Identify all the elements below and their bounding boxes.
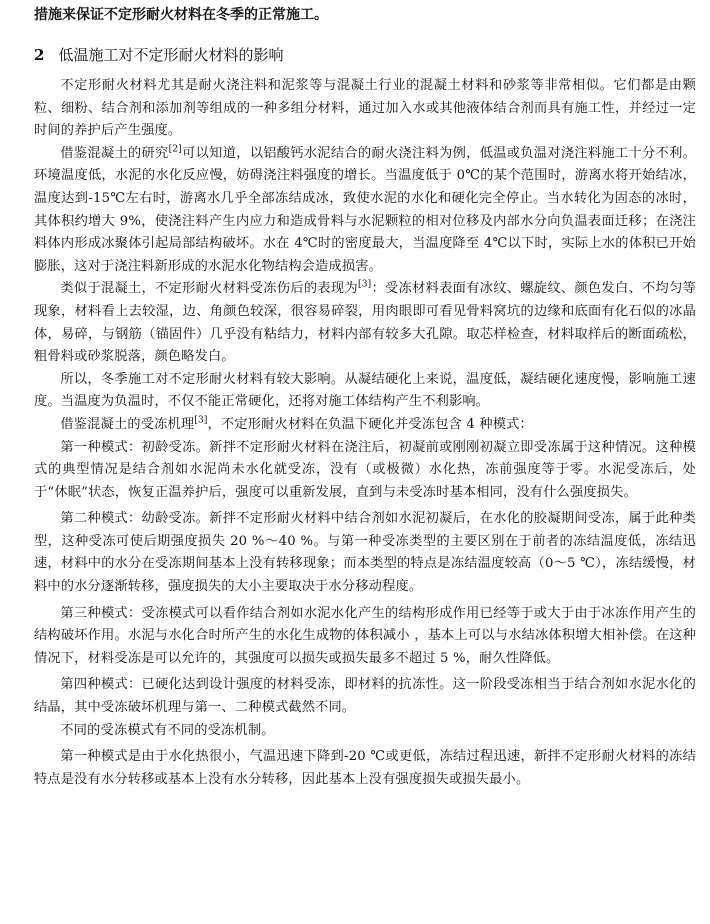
paragraph-1: 不定形耐火材料尤其是耐火浇注料和泥浆等与混凝土行业的混凝土材料和砂浆等非常相似。它们都是由颗粒、细粉、结合剂和添加剂等组成的一种多组分材料，通过加入水或其他液体结合剂而具有施工性，并经过一定时间的养护后产生强度。 (34, 78, 696, 139)
paragraph-2-body: 可以知道，以铝酸钙水泥结合的耐火浇注料为例，低温或负温对浇注料施工十分不利。环境温度低，水泥的水化反应慢，妨碍浇注料强度的增长。当温度低于 0℃的某个范围时，游离水将开始结冰，温度达到-15℃左右时，游离水几乎全部冻结成冰，致使水泥的水化和硬化完全停止。当水转化为固态的冰时，其体积约增大 9%，使浇注料产生内应力和造成骨料与水泥颗粒的相对位移及内部水分向负温表面迁移；在浇注料体内形成冰聚体引起局部结构破坏。水在 4℃时的密度最大，当温度降至 4℃以下时，实际上水的体积已开始膨胀，这对于浇注料新形成的水泥水化物结构会造成损害。 (34, 145, 696, 274)
paragraph-5-body: ，不定形耐火材料在负温下硬化并受冻包含 4 种模式： (207, 416, 533, 432)
mode-1-mechanism-paragraph: 第一种模式是由于水化热很小，气温迅速下降到-20 ℃或更低，冻结过程迅速，新拌不定形耐火材料的冻结特点是没有水分转移或基本上没有水分转移，因此基本上没有强度损失或损失最小。 (34, 749, 696, 787)
paragraph-5 (34, 414, 696, 437)
citation-ref: [2] (168, 144, 182, 155)
continued-sentence: 措施来保证不定形耐火材料在冬季的正常施工。 (34, 7, 328, 23)
section-heading (34, 43, 696, 67)
mode-4-paragraph: 第四种模式：已硬化达到设计强度的材料受冻，即材料的抗冻性。这一阶段受冻相当于结合剂如水泥水化的结晶，其中受冻破坏机理与第一、二种模式截然不同。 (34, 677, 696, 716)
mode-1-paragraph: 第一种模式：初龄受冻。新拌不定形耐火材料在浇注后，初凝前或刚刚初凝立即受冻属于这种情况。这种模式的典型情况是结合剂如水泥尚未水化就受冻，没有（或极微）水化热，冻前强度等于零。水泥受冻后，处于“休眠”状态，恢复正温养护后，强度可以重新发展，直到与未受冻时基本相同，没有什么强度损失。 (34, 439, 696, 500)
mode-3-paragraph: 第三种模式：受冻模式可以看作结合剂如水泥水化产生的结构形成作用已经等于或大于由于冰冻作用产生的结构破坏作用。水泥与水化合时所产生的水化生成物的体积减小 ，基本上可以与水结冰体积增大相补偿。在这种情况下，材料受冻是可以允许的，其强度可以损失或损失最多不超过 5 %，耐久性降低。 (34, 605, 696, 666)
paragraph-2-lead: 借鉴混凝土的研究 (60, 145, 169, 161)
mechanism-intro-paragraph: 不同的受冻模式有不同的受冻机制。 (60, 722, 275, 738)
paragraph-4: 所以，冬季施工对不定形耐火材料有较大影响。从凝结硬化上来说，温度低，凝结硬化速度慢，影响施工速度。当温度为负温时，不仅不能正常硬化，还将对施工体结构产生不利影响。 (34, 371, 696, 410)
paragraph-3-body: ：受冻材料表面有冰纹、螺旋纹、颜色发白、不均匀等现象，材料看上去较湿，边、角颜色较深，很容易碎裂，用肉眼即可看见骨料窝坑的边缘和底面有化石似的冰晶体，易碎，与钢筋（锚固件）几乎没有粘结力，材料内部有较多大孔隙。取芯样检查，材料取样后的断面疏松，粗骨料或砂浆脱落，颜色略发白。 (34, 281, 696, 365)
citation-ref: [3] (357, 279, 372, 290)
citation-ref: [3] (194, 415, 208, 426)
mode-2-paragraph: 第二种模式：幼龄受冻。新拌不定形耐火材料中结合剂如水泥初凝后，在水化的胶凝期间受冻，属于此种类型，这种受冻可使后期强度损失 20 %～40 %。与第一种受冻类型的主要区别在于前者的冻结温度低，冻结迅速，材料中的水分在受冻期间基本上没有转移现象；而本类型的特点是冻结温度较高（0～5 ℃），冻结缓慢，材料中的水分逐渐转移，强度损失的大小主要取决于水分移动程度。 (34, 511, 696, 595)
paragraph-2 (34, 143, 696, 279)
paragraph-3-lead: 类似于混凝土，不定形耐火材料受冻伤后的表现为 (60, 281, 358, 297)
paragraph-3 (34, 278, 696, 368)
section-number: 2 (34, 46, 45, 64)
paragraph-5-lead: 借鉴混凝土的受冻机理 (60, 416, 195, 432)
section-title: 低温施工对不定形耐火材料的影响 (58, 46, 284, 64)
